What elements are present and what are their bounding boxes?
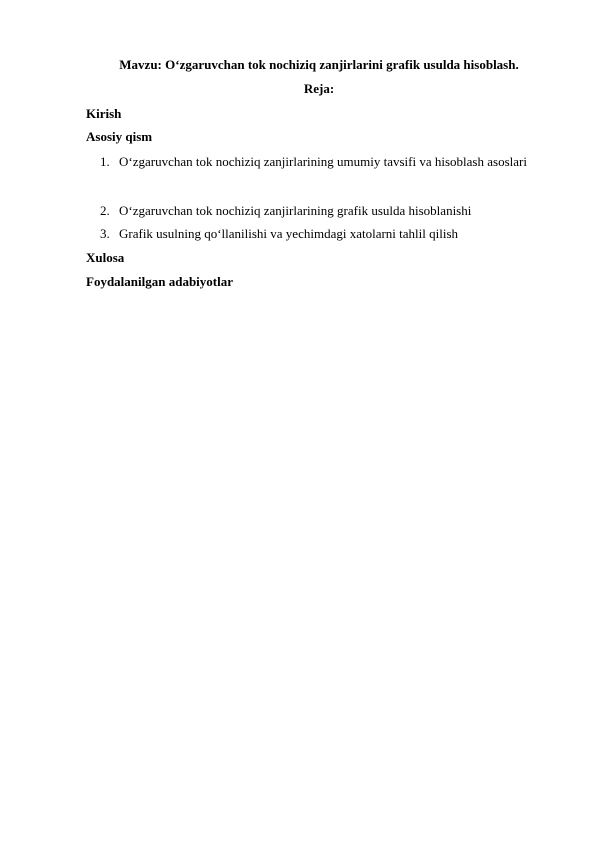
list-item-text: Grafik usulning qo‘llanilishi va yechimdagi xatolarni tahlil qilish: [119, 226, 459, 241]
list-item: [86, 222, 552, 245]
section-conclusion: Xulosa: [86, 250, 125, 265]
section-main-part: Asosiy qism: [86, 129, 153, 144]
list-item-text: O‘zgaruvchan tok nochiziq zanjirlarining umumiy tavsifi va hisoblash asoslari: [119, 154, 527, 169]
list-item-number: 1.: [100, 154, 110, 169]
list-item: [86, 199, 552, 222]
plan-heading: Reja:: [303, 81, 335, 96]
section-references: Foydalanilgan adabiyotlar: [86, 274, 233, 289]
list-item-number: 2.: [100, 203, 110, 218]
list-item-text: O‘zgaruvchan tok nochiziq zanjirlarining grafik usulda hisoblanishi: [119, 203, 472, 218]
list-item-number: 3.: [100, 226, 110, 241]
document-title: Mavzu: O‘zgaruvchan tok nochiziq zanjirlarini grafik usulda hisoblash.: [119, 57, 519, 72]
section-intro: Kirish: [86, 106, 122, 121]
list-item: [86, 150, 552, 173]
